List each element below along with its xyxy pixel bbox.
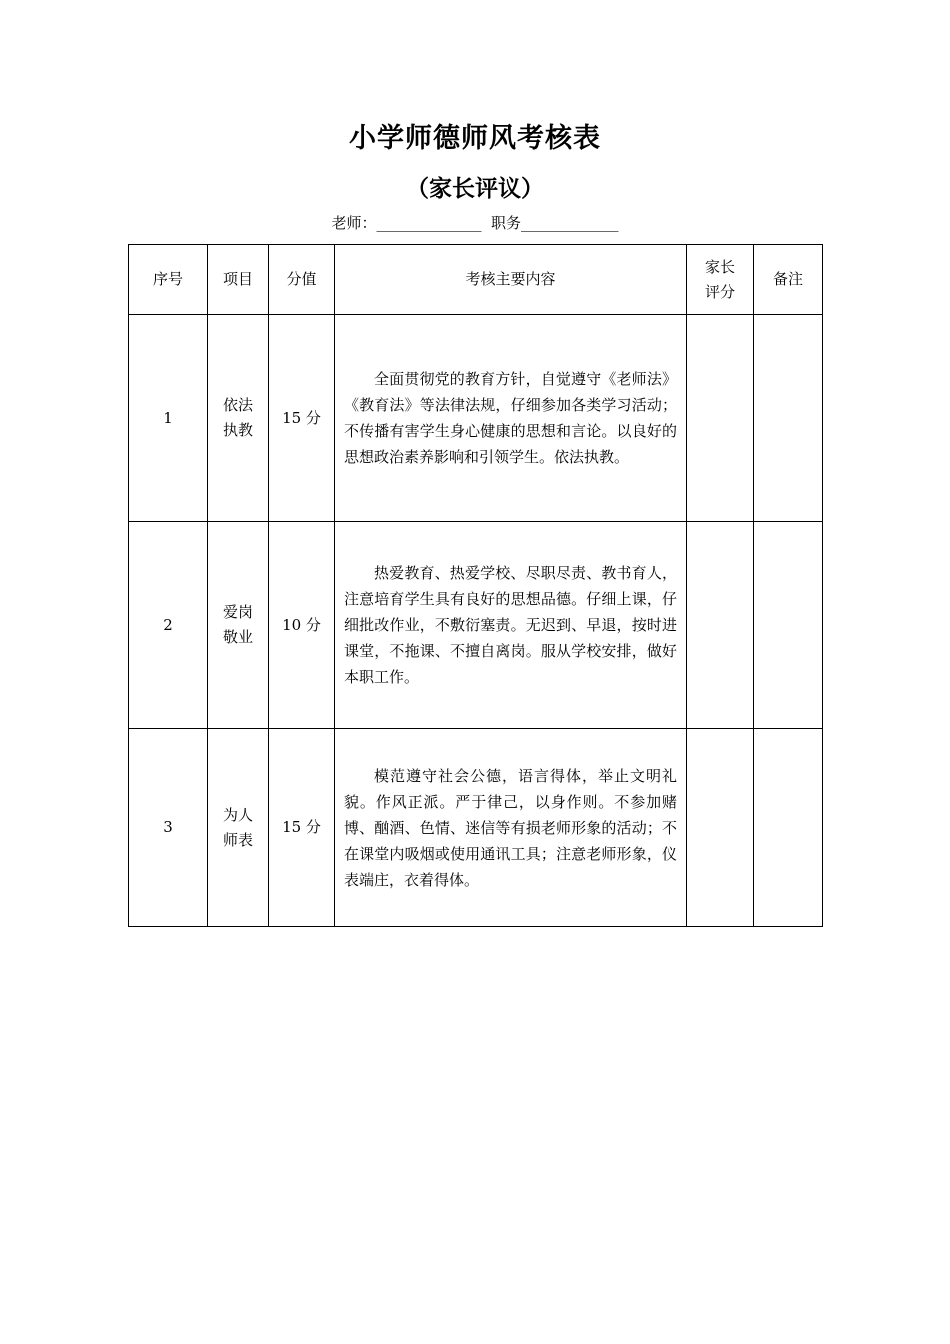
- table-row: [129, 522, 823, 729]
- row-parent-score-cell[interactable]: [687, 729, 754, 927]
- row-score: 15 分: [269, 315, 335, 522]
- header-item: 项目: [208, 245, 269, 315]
- row-item: [208, 315, 269, 522]
- header-parent-score-label: 家长评分: [704, 257, 735, 301]
- row-item-label: 爱岗敬业: [222, 603, 253, 646]
- row-item: [208, 522, 269, 729]
- document-subtitle: （家长评议）: [406, 176, 544, 202]
- header-score: 分值: [269, 245, 335, 315]
- row-content: 热爱教育、热爱学校、尽职尽责、教书育人，注意培育学生具有良好的思想品德。仔细上课，仔细批改作业，不敷衍塞责。无迟到、早退，按时进课堂，不拖课、不擅自离岗。服从学校安排，做好本职工作。: [335, 522, 687, 729]
- row-score: 15 分: [269, 729, 335, 927]
- table-row: [129, 729, 823, 927]
- row-seq: 3: [129, 729, 208, 927]
- row-seq: 1: [129, 315, 208, 522]
- row-score: 10 分: [269, 522, 335, 729]
- header-seq: 序号: [129, 245, 208, 315]
- header-parent-score: [687, 245, 754, 315]
- teacher-position-line: 老师：______________ 职务_____________: [331, 214, 619, 232]
- row-seq: 2: [129, 522, 208, 729]
- row-item: [208, 729, 269, 927]
- header-content: 考核主要内容: [335, 245, 687, 315]
- row-item-label: 依法执教: [222, 396, 253, 439]
- table-header-row: [129, 245, 823, 315]
- row-parent-score-cell[interactable]: [687, 522, 754, 729]
- header-remarks: 备注: [754, 245, 823, 315]
- row-remarks-cell[interactable]: [754, 315, 823, 522]
- row-content: 全面贯彻党的教育方针，自觉遵守《老师法》《教育法》等法律法规，仔细参加各类学习活动；不传播有害学生身心健康的思想和言论。以良好的思想政治素养影响和引领学生。依法执教。: [335, 315, 687, 522]
- row-remarks-cell[interactable]: [754, 729, 823, 927]
- evaluation-table: [128, 244, 823, 927]
- document-title: 小学师德师风考核表: [349, 123, 601, 154]
- table-row: [129, 315, 823, 522]
- row-content: 模范遵守社会公德，语言得体，举止文明礼貌。作风正派。严于律己，以身作则。不参加赌博、酗酒、色情、迷信等有损老师形象的活动；不在课堂内吸烟或使用通讯工具；注意老师形象，仪表端庄，衣着得体。: [335, 729, 687, 927]
- row-remarks-cell[interactable]: [754, 522, 823, 729]
- row-item-label: 为人师表: [222, 805, 253, 849]
- row-parent-score-cell[interactable]: [687, 315, 754, 522]
